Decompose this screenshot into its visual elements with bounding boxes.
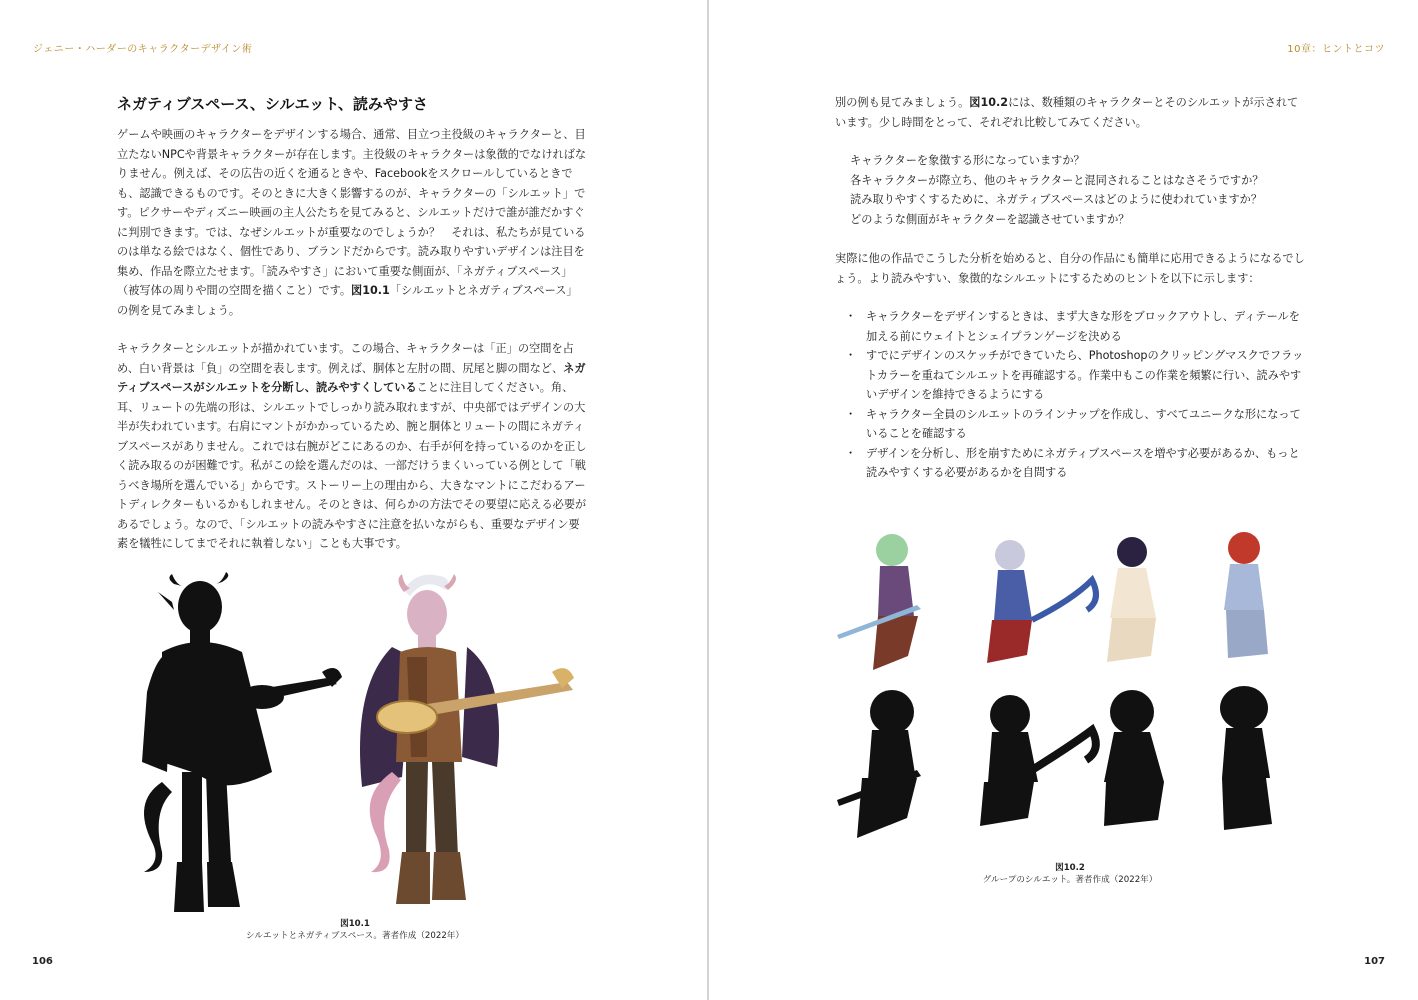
body-paragraph-4: 実際に他の作品でこうした分析を始めると、自分の作品にも簡単に応用できるようになるでしょう。より読みやすい、象徴的なシルエットにするためのヒントを以下に示します： (835, 252, 1305, 285)
page-number-left: 106 (32, 956, 53, 967)
paragraph-text: キャラクターとシルエットが描かれています。この場合、キャラクターは「正」の空間を占め、白い背景は「負」の空間を表します。例えば、胴体と左肘の間、尻尾と脚の間など、 (117, 342, 574, 375)
figure-caption-right (915, 862, 1225, 886)
figure-number: 図10.2 (1055, 863, 1085, 873)
question-item: どのような側面がキャラクターを認識させていますか？ (850, 212, 1130, 226)
question-item: キャラクターを象徴する形になっていますか？ (850, 154, 1085, 167)
figure-reference: 図10.2 (969, 96, 1009, 109)
paragraph-text: 別の例も見てみましょう。 (835, 96, 970, 109)
tips-list-item: ・ デザインを分析し、形を崩すためにネガティブスペースを増やす必要があるか、もっと読みやすくする必要があるかを自問する (848, 444, 1306, 483)
figure-caption-text: グループのシルエット。著者作成（2022年） (982, 875, 1158, 885)
question-list (850, 151, 1310, 229)
spine-divider (707, 0, 709, 1000)
running-header-right: 10章：ヒントとコツ (1287, 44, 1385, 55)
tips-list-item: ・ すでにデザインのスケッチができていたら、Photoshopのクリッピングマスクでフラットカラーを重ねてシルエットを再確認する。作業中もこの作業を頻繁に行い、読みやすいデザインを維持できるようにする (848, 346, 1306, 405)
character-colored (360, 574, 574, 904)
question-item: 読み取りやすくするために、ネガティブスペースはどのように使われていますか？ (850, 193, 1263, 206)
runner-1 (837, 534, 921, 670)
section-title: ネガティブスペース、シルエット、読みやすさ (117, 95, 428, 113)
figure-number: 図10.1 (340, 919, 370, 929)
body-paragraph-2 (117, 339, 587, 554)
tips-list-item: ・ キャラクターをデザインするときは、まず大きな形をブロックアウトし、ディテールを加える前にウェイトとシェイプランゲージを決める (848, 307, 1306, 346)
paragraph-text: には、数種類のキャラクターとそのシルエットが示されています。少し時間をとって、それぞれ比較してみてください。 (835, 96, 1299, 129)
paragraph-text: ことに注目してください。角、耳、リュートの先端の形は、シルエットでしっかり読み取れますが、中央部ではデザインの大半が失われています。右肩にマントがかかっているため、腕と胴体とリュートの間にネガティブスペースがありません。これでは右腕がどこにあるのか、右手が何を持っているのかを正しく読み取るのが困難です。私がこの絵を選んだのは、一部だけうまくいっている例として「戦うべき場所を選んでいる」からです。ストーリー上の理由から、大きなマントにこだわるアートディレクターもいるかもしれません。そのときは、何らかの方法でその要望に応える必要があるでしょう。なので、「シルエットの読みやすさに注意を払いながらも、重要なデザイン要素を犠牲にしてまでそれに執着しない」ことも大事です。 (117, 381, 587, 550)
paragraph-text: 「シルエットとネガティブスペース」の例を見てみましょう。 (117, 284, 578, 317)
character-lineup-silhouettes (837, 686, 1272, 838)
character-lineup-colored (837, 532, 1268, 670)
runner-2 (987, 540, 1096, 663)
tips-list-item: ・ キャラクター全員のシルエットのラインナップを作成し、すべてユニークな形になっていることを確認する (848, 405, 1306, 444)
figure-caption-text: シルエットとネガティブスペース。著者作成（2022年） (246, 931, 464, 941)
figure-caption-left (200, 918, 510, 942)
runner-4 (1224, 532, 1268, 658)
paragraph-text: ゲームや映画のキャラクターをデザインする場合、通常、目立つ主役級のキャラクターと、目立たないNPCや背景キャラクターが存在します。主役級のキャラクターは象徴的でなければなりません。例えば、その広告の近くを通るときや、Facebookをスクロールしているときでも、認識できるものです。そのときに大きく影響するのが、キャラクターの「シルエット」です。ピクサーやディズニー映画の主人公たちを見てみると、シルエットだけで誰が誰だかすぐに判別できます。では、なぜシルエットが重要なのでしょうか？ それは、私たちが見ているのは単なる絵ではなく、個性であり、ブランドだからです。読み取りやすいデザインは注目を集め、作品を際立たせます。「読みやすさ」において重要な側面が、「ネガティブスペース」（被写体の周りや間の空間を描くこと）です。 (117, 128, 587, 297)
runner-3 (1107, 537, 1156, 662)
body-paragraph-1 (117, 125, 587, 320)
left-page (0, 0, 708, 1000)
question-item: 各キャラクターが際立ち、他のキャラクターと混同されることはなさそうですか？ (850, 173, 1264, 187)
character-silhouette (142, 572, 342, 912)
figure-group-silhouettes (832, 520, 1312, 860)
tips-list (848, 307, 1306, 483)
figure-reference: 図10.1 (351, 284, 390, 297)
running-header-left: ジェニー・ハーダーのキャラクターデザイン術 (33, 44, 253, 55)
figure-silhouette-illustration (122, 572, 592, 917)
page-number-right: 107 (1364, 956, 1385, 967)
emphasis-text: ネガティブスペースがシルエットを分断し、読みやすくしている (117, 361, 586, 394)
body-paragraph-3 (835, 93, 1305, 132)
